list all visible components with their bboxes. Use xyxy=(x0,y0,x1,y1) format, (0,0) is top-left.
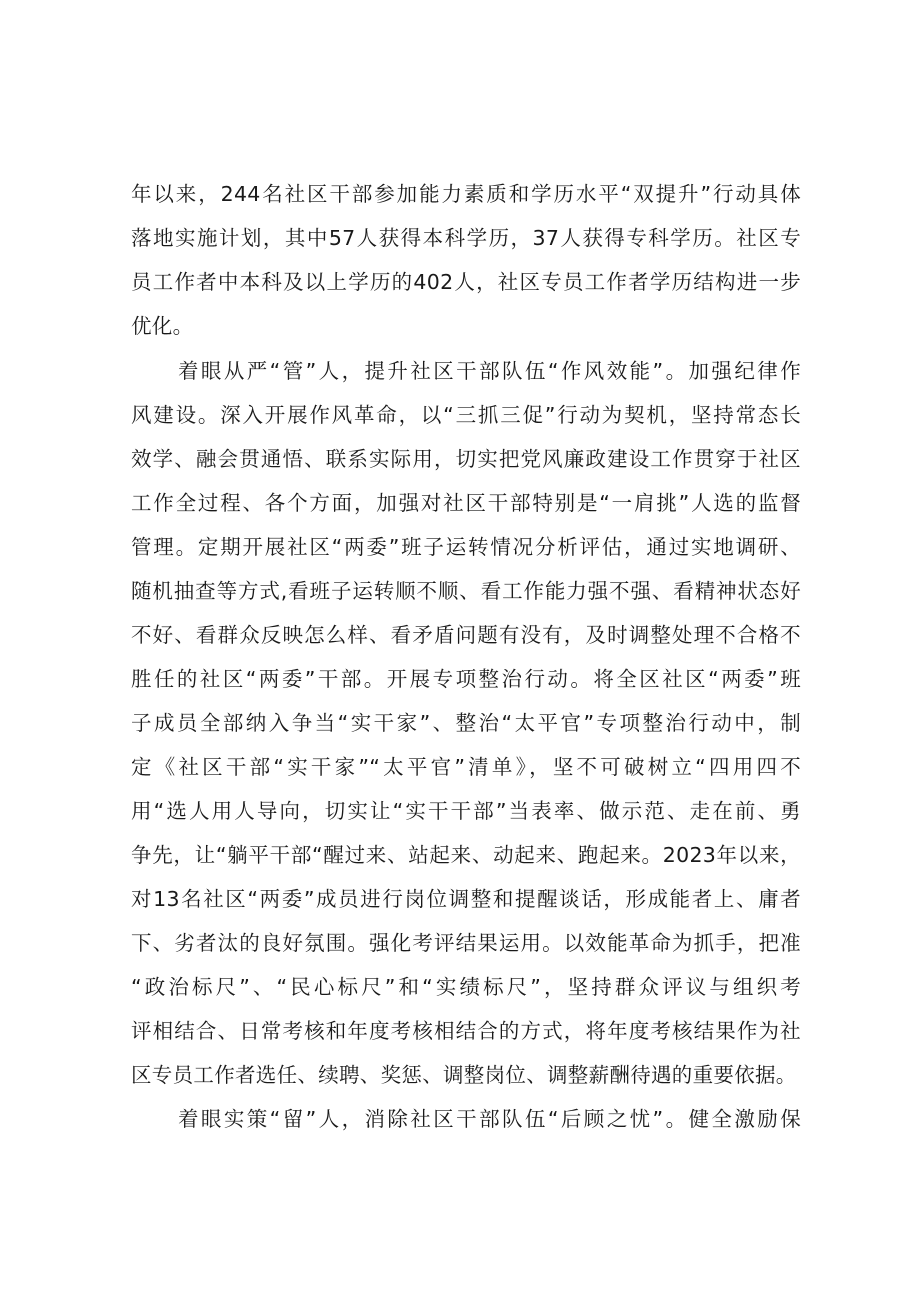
text-line: 工作全过程、各个方面，加强对社区干部特别是“一肩挑”人选的监督 xyxy=(131,491,801,515)
text-line: 下、劣者汰的良好氛围。强化考评结果运用。以效能革命为抓手，把准 xyxy=(131,931,801,955)
text-line: 争先，让“躺平干部“醒过来、站起来、动起来、跑起来。2023年以来， xyxy=(131,843,801,867)
text-line: 年以来，244名社区干部参加能力素质和学历水平“双提升”行动具体 xyxy=(131,182,801,206)
text-line: 区专员工作者选任、续聘、奖惩、调整岗位、调整薪酬待遇的重要依据。 xyxy=(131,1063,797,1087)
text-line: 员工作者中本科及以上学历的402人，社区专员工作者学历结构进一步 xyxy=(131,270,801,294)
text-line: 优化。 xyxy=(131,314,194,338)
paragraph-first-line: 着眼实策“留”人，消除社区干部队伍“后顾之忧”。健全激励保 xyxy=(178,1107,801,1131)
text-line: 胜任的社区“两委”干部。开展专项整治行动。将全区社区“两委”班 xyxy=(131,667,801,691)
text-line: 管理。定期开展社区“两委”班子运转情况分析评估，通过实地调研、 xyxy=(131,535,801,559)
text-line: 随机抽查等方式,看班子运转顺不顺、看工作能力强不强、看精神状态好 xyxy=(131,579,801,603)
text-line: 落地实施计划，其中57人获得本科学历，37人获得专科学历。社区专 xyxy=(131,226,801,250)
text-line: 效学、融会贯通悟、联系实际用，切实把党风廉政建设工作贯穿于社区 xyxy=(131,447,801,471)
paragraph-first-line: 着眼从严“管”人，提升社区干部队伍“作风效能”。加强纪律作 xyxy=(178,359,801,383)
text-line: 定《社区干部“实干家”“太平官”清单》，坚不可破树立“四用四不 xyxy=(131,755,801,779)
text-line: “政治标尺”、“民心标尺”和“实绩标尺”，坚持群众评议与组织考 xyxy=(131,975,801,999)
text-line: 评相结合、日常考核和年度考核相结合的方式，将年度考核结果作为社 xyxy=(131,1019,801,1043)
text-line: 不好、看群众反映怎么样、看矛盾问题有没有，及时调整处理不合格不 xyxy=(131,623,801,647)
text-line: 风建设。深入开展作风革命，以“三抓三促”行动为契机，坚持常态长 xyxy=(131,403,801,427)
text-line: 子成员全部纳入争当“实干家”、整治“太平官”专项整治行动中，制 xyxy=(131,711,801,735)
text-line: 用“选人用人导向，切实让“实干干部”当表率、做示范、走在前、勇 xyxy=(131,799,801,823)
text-line: 对13名社区“两委”成员进行岗位调整和提醒谈话，形成能者上、庸者 xyxy=(131,887,801,911)
